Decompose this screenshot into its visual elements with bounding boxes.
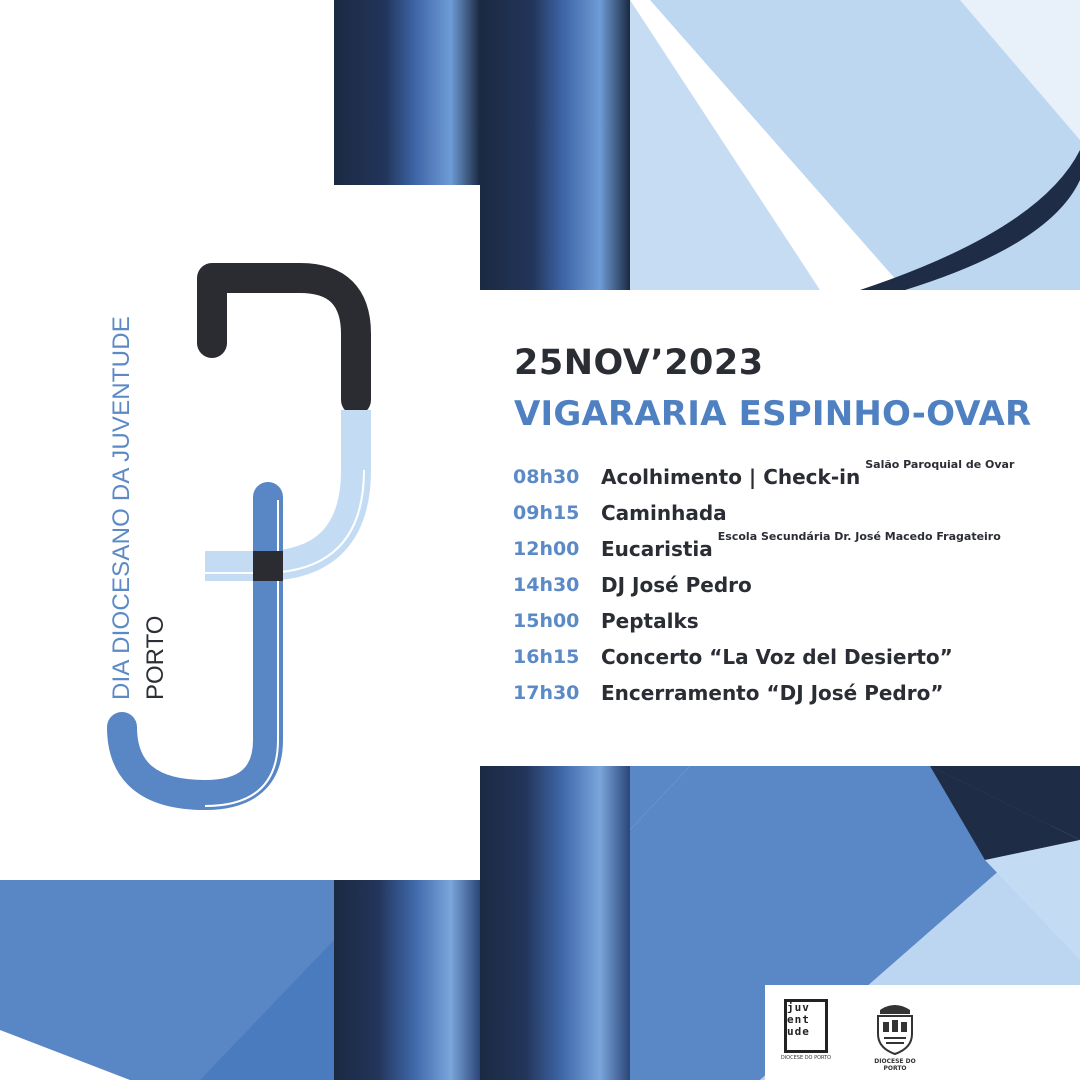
monogram-cross	[253, 551, 283, 581]
schedule-place: Salão Paroquial de Ovar	[865, 458, 1015, 471]
schedule-title: Concerto “La Voz del Desierto”	[601, 645, 953, 669]
schedule-list	[513, 458, 1015, 714]
bottom-column-right	[480, 766, 630, 1080]
schedule-time: 15h00	[513, 610, 580, 632]
schedule-title: DJ José Pedro	[601, 573, 752, 597]
top-column-left	[334, 0, 480, 185]
schedule-title: Encerramento “DJ José Pedro”	[601, 681, 944, 705]
schedule-row	[513, 530, 1014, 570]
schedule-row	[513, 606, 1014, 642]
schedule-place: Escola Secundária Dr. José Macedo Fragateiro	[717, 530, 1001, 543]
schedule-row	[513, 498, 1014, 534]
diocese-logo-caption: DIOCESE DO PORTO	[874, 1058, 916, 1072]
schedule-time: 16h15	[513, 646, 580, 668]
event-date: 25NOV’2023	[514, 343, 764, 383]
schedule-time: 14h30	[513, 574, 580, 596]
juventude-logo	[780, 995, 832, 1065]
diocese-logo	[866, 1000, 924, 1070]
bottom-column-left	[334, 880, 480, 1080]
schedule-row	[513, 642, 1014, 678]
schedule-title: Peptalks	[601, 609, 699, 633]
side-title-line1: DIA DIOCESANO DA JUVENTUDE	[108, 316, 135, 700]
schedule-title: Acolhimento | Check-in	[601, 465, 861, 489]
schedule-title: Eucaristia	[601, 537, 713, 561]
schedule-time: 12h00	[513, 538, 580, 560]
schedule-time: 09h15	[513, 502, 580, 524]
juventude-logo-text: juv ent ude	[787, 1001, 810, 1038]
top-column-right	[480, 0, 630, 290]
event-location: VIGARARIA ESPINHO-OVAR	[514, 394, 1032, 434]
schedule-time: 08h30	[513, 466, 580, 488]
side-title-line2: PORTO	[142, 615, 169, 700]
schedule-row	[513, 458, 1015, 498]
schedule-row	[513, 570, 1014, 606]
diocese-crest-icon	[866, 1000, 924, 1058]
juventude-logo-caption: DIOCESE DO PORTO	[780, 1055, 832, 1061]
schedule-row	[513, 678, 1014, 714]
side-title	[108, 316, 170, 700]
schedule-time: 17h30	[513, 682, 580, 704]
schedule-title: Caminhada	[601, 501, 727, 525]
